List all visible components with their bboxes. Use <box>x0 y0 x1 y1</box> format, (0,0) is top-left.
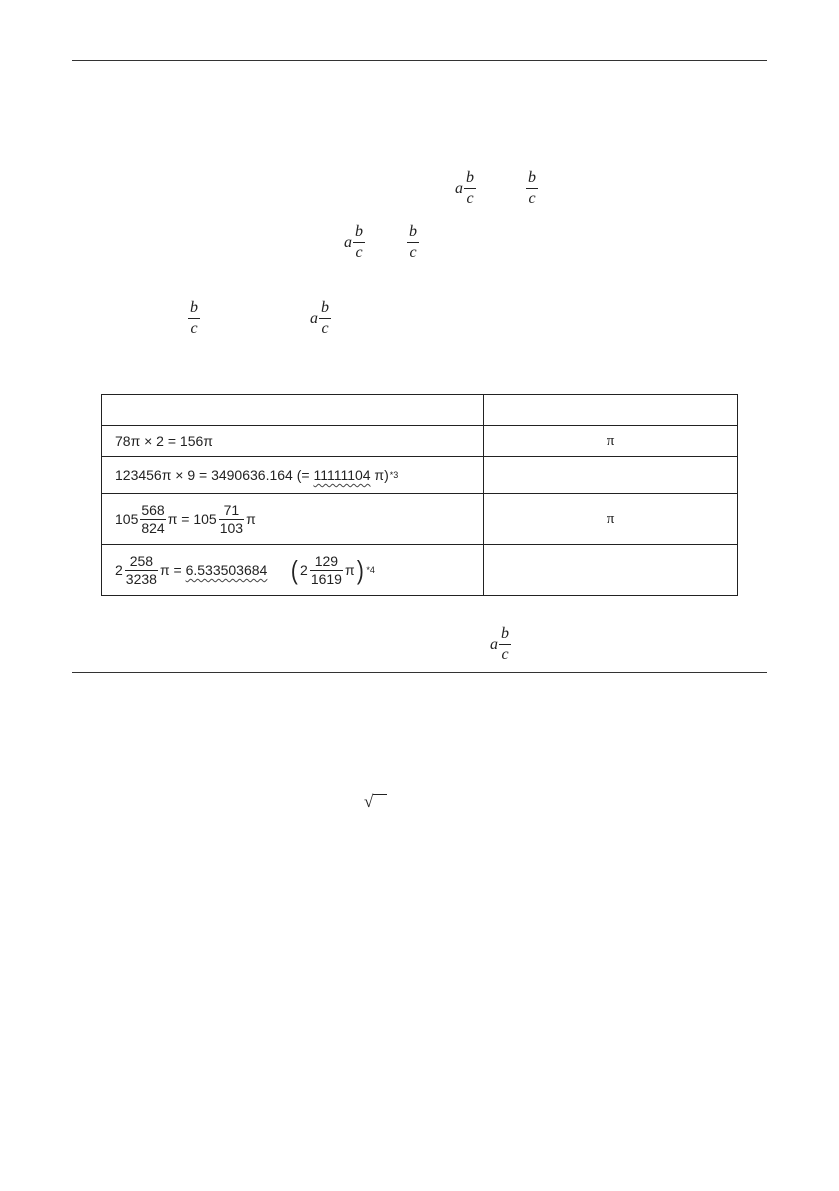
denominator-c: c <box>501 646 509 663</box>
table-row <box>102 545 738 596</box>
table-header-row <box>102 395 738 426</box>
numerator: 568 <box>141 501 165 518</box>
result-cell <box>484 457 738 494</box>
sqrt-bar <box>373 794 387 795</box>
fraction-b-over-c <box>353 224 365 261</box>
expression-text: 78π × 2 = 156π <box>115 433 213 449</box>
whole-part: 105 <box>193 511 217 527</box>
section-rule <box>72 672 767 673</box>
fraction <box>219 503 244 535</box>
top-rule <box>72 60 767 61</box>
whole-part: 2 <box>115 562 123 578</box>
expression-cell <box>102 426 484 457</box>
pi-symbol: π <box>606 511 615 527</box>
symbol-a: a <box>455 179 463 197</box>
symbol-a: a <box>490 635 498 653</box>
fraction-b-over-c <box>464 170 476 207</box>
numerator-b: b <box>355 223 363 240</box>
numerator-b: b <box>466 169 474 186</box>
pi-suffix: π <box>246 511 256 527</box>
symbol-a: a <box>310 309 318 327</box>
numerator: 129 <box>314 552 339 569</box>
header-cell-left <box>102 395 484 426</box>
pi-calculation-table <box>101 394 738 596</box>
fraction-b-over-c <box>499 626 511 663</box>
underlined-value: 6.533503684 <box>185 562 268 578</box>
table-row <box>102 426 738 457</box>
denominator: 103 <box>219 519 244 536</box>
pi-symbol: π <box>606 433 615 449</box>
mixed-fraction-symbol-1 <box>455 170 476 207</box>
underlined-value: 11111104 <box>313 467 371 483</box>
denominator-c: c <box>528 190 536 207</box>
result-cell <box>484 545 738 596</box>
fraction <box>140 503 165 535</box>
table-row <box>102 457 738 494</box>
pi-suffix: π <box>344 562 355 578</box>
numerator: 258 <box>129 552 154 569</box>
mixed-fraction-symbol-3 <box>310 300 331 337</box>
symbol-a: a <box>344 233 352 251</box>
denominator-c: c <box>321 320 329 337</box>
open-paren: ( <box>291 555 299 585</box>
expression-cell <box>102 494 484 545</box>
denominator: 1619 <box>310 570 342 587</box>
equals-text: π = <box>167 511 194 527</box>
expression <box>115 503 256 535</box>
whole-part: 105 <box>115 511 139 527</box>
denominator-c: c <box>355 244 363 261</box>
fraction-b-over-c <box>407 224 419 261</box>
header-cell-right <box>484 395 738 426</box>
denominator-c: c <box>190 320 198 337</box>
square-root-symbol <box>364 792 387 812</box>
close-paren: ) <box>356 555 364 585</box>
numerator: 71 <box>223 501 240 518</box>
result-cell <box>484 494 738 545</box>
numerator-b: b <box>190 299 198 316</box>
simple-fraction-symbol-1 <box>526 170 538 207</box>
fraction-b-over-c <box>526 170 538 207</box>
numerator-b: b <box>501 625 509 642</box>
numerator-b: b <box>409 223 417 240</box>
denominator-c: c <box>466 190 474 207</box>
expression-tail: π) <box>370 467 389 483</box>
footnote-marker: *4 <box>366 565 375 575</box>
denominator: 3238 <box>125 570 157 587</box>
fraction <box>310 554 343 586</box>
simple-fraction-symbol-2 <box>407 224 419 261</box>
numerator-b: b <box>321 299 329 316</box>
expression <box>115 467 398 483</box>
fraction-b-over-c <box>188 300 200 337</box>
expression <box>115 554 375 586</box>
table-row <box>102 494 738 545</box>
footnote-marker: *3 <box>389 470 399 480</box>
fraction <box>125 554 158 586</box>
sqrt-glyph: √ <box>364 792 374 811</box>
whole-part: 2 <box>300 562 308 578</box>
expression-cell <box>102 457 484 494</box>
expression-cell <box>102 545 484 596</box>
numerator-b: b <box>528 169 536 186</box>
mixed-fraction-symbol-2 <box>344 224 365 261</box>
simple-fraction-symbol-3 <box>188 300 200 337</box>
mixed-fraction-symbol-4 <box>490 626 511 663</box>
equals-text: π = <box>159 562 186 578</box>
expression-text: 123456π × 9 = 3490636.164 (= <box>115 467 314 483</box>
result-cell <box>484 426 738 457</box>
denominator-c: c <box>409 244 417 261</box>
fraction-b-over-c <box>319 300 331 337</box>
denominator: 824 <box>141 519 165 536</box>
